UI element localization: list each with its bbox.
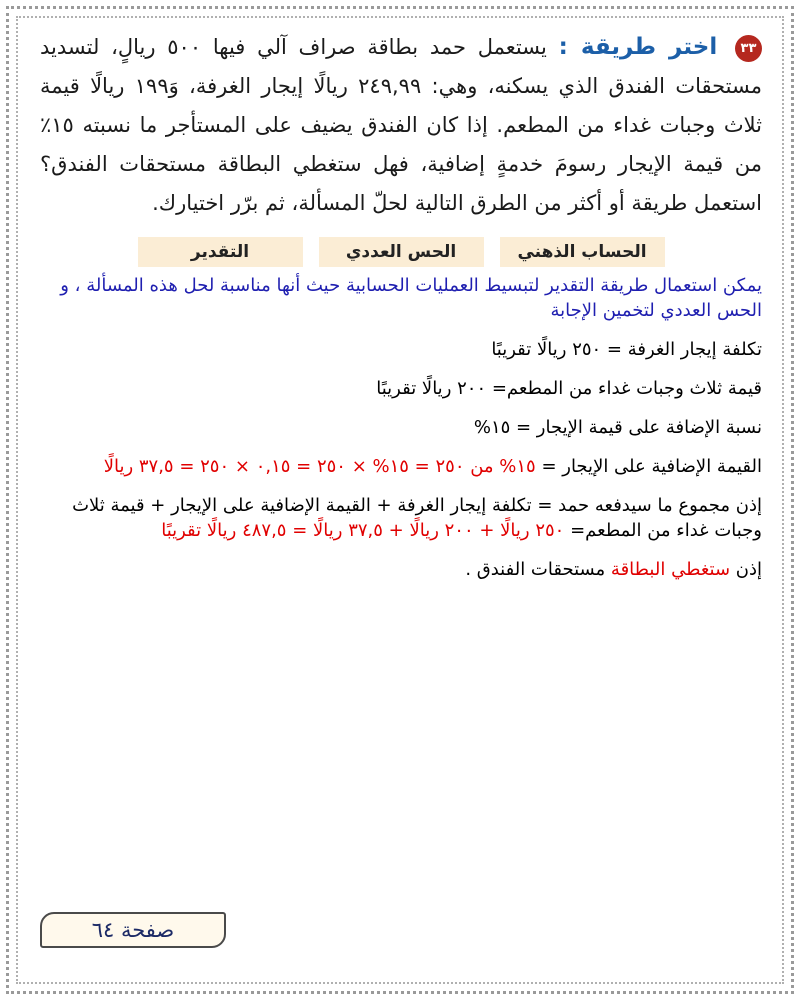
answer-meals-line (40, 376, 762, 401)
problem-text: يستعمل حمد بطاقة صراف آلي فيها ٥٠٠ ريالٍ، لتسديد مستحقات الفندق الذي يسكنه، وهي: ٢٤٩,٩٩ ريالًا إيجار الغرفة، وَ١٩٩ ريالًا قيمة ثلاث وجبات غداء من المطعم. إذا كان الفندق يضيف على المستأجر ما نسبته ١٥٪ من قيمة الإيجار رسومَ خدمةٍ إضافية، فهل ستغطي البطاقة مستحقات الفندق؟ استعمل طريقة أو أكثر من الطرق التالية لحلّ المسألة، ثم برّر اختيارك. (40, 35, 762, 215)
answer-room-line (40, 337, 762, 362)
page-number-label: صفحة ٦٤ (91, 918, 175, 942)
conclusion-highlight: ستغطي البطاقة (610, 559, 731, 580)
rate-value: ١٥% (473, 417, 511, 438)
rate-label: نسبة الإضافة على قيمة الإيجار = (510, 417, 762, 438)
answer-conclusion-line (40, 557, 762, 582)
page-content (40, 28, 762, 596)
methods-row (40, 237, 762, 267)
extra-label: القيمة الإضافية على الإيجار = (535, 456, 762, 477)
method-number-sense: الحس العددي (319, 237, 484, 267)
conclusion-post: مستحقات الفندق . (465, 559, 611, 580)
page-number-tag (40, 912, 226, 948)
method-mental-math: الحساب الذهني (500, 237, 665, 267)
answer-total-line (40, 493, 762, 543)
question-number-badge: ٣٣ (735, 35, 762, 62)
answer-rate-line (40, 415, 762, 440)
problem-statement (40, 28, 762, 223)
total-calc: ٢٥٠ ريالًا + ٢٠٠ ريالًا + ٣٧,٥ ريالًا = ٤٨٧,٥ ريالًا تقريبًا (161, 520, 565, 541)
meals-value: ٢٠٠ ريالًا تقريبًا (376, 378, 487, 399)
answer-intro: يمكن استعمال طريقة التقدير لتبسيط العمليات الحسابية حيث أنها مناسبة لحل هذه المسألة ، و الحس العددي لتخمين الإجابة (60, 275, 762, 321)
total-label: إذن مجموع ما سيدفعه حمد = تكلفة إيجار الغرفة + القيمة الإضافية على الإيجار + قيمة ثلاث وجبات غداء من المطعم= (72, 495, 762, 541)
room-label: تكلفة إيجار الغرفة = (601, 339, 762, 360)
meals-label: قيمة ثلاث وجبات غداء من المطعم= (486, 378, 762, 399)
extra-calc: ١٥% من ٢٥٠ = ١٥% × ٢٥٠ = ٠,١٥ × ٢٥٠ = ٣٧,٥ ريالًا (103, 456, 536, 477)
method-estimation: التقدير (138, 237, 303, 267)
problem-title: اختر طريقة : (558, 34, 718, 60)
conclusion-pre: إذن (730, 559, 762, 580)
room-value: ٢٥٠ ريالًا تقريبًا (491, 339, 602, 360)
answer-extra-line (40, 454, 762, 479)
